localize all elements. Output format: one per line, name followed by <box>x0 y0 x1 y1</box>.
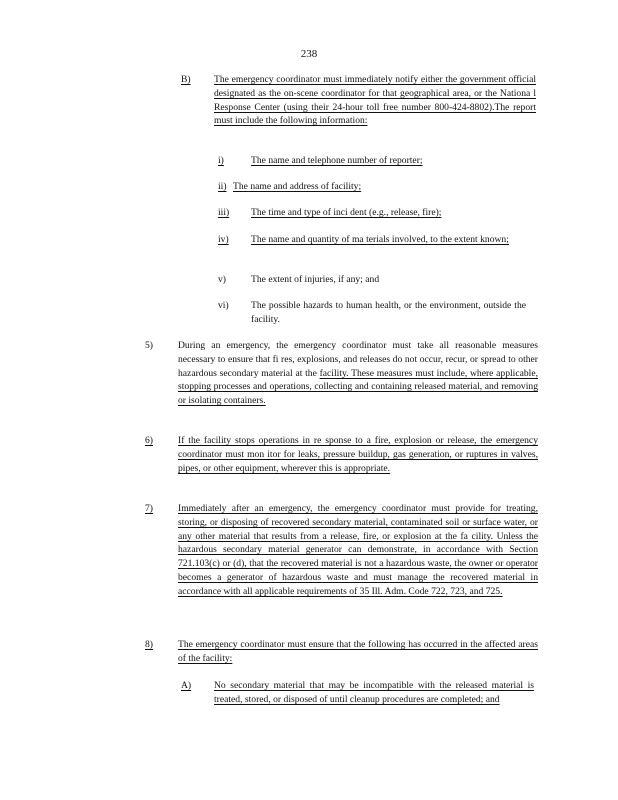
item-label: v) <box>218 274 226 285</box>
item-text: The name and quantity of ma terials involved, to the extent known; <box>251 234 509 245</box>
item-label: i) <box>218 155 224 166</box>
item-text: The emergency coordinator must immediately notify either the government official designated as the on-scene coordinator for that geographical area, or the Nationa l Response Center (using their 24-hour toll free number 800-424-8802).The report must include the following information: <box>214 74 536 127</box>
item-text-underlined: facility. These measures must include, where applicable, stopping processes and operations, collecting and containing released material, and removing or isolating containers. <box>178 367 538 407</box>
item-text: The name and address of facility; <box>233 181 362 192</box>
item-text: The extent of injuries, if any; and <box>251 274 380 285</box>
item-text-plain: During an emergency, the emergency coordinator must take all reasonable measures necessary to ensure that fi res, explosions, and releases do not occur, recur, or spread to other hazardous secondary material at the <box>178 340 538 379</box>
item-label: A) <box>181 680 192 691</box>
item-label: iv) <box>218 234 229 245</box>
item-text: The time and type of inci dent (e.g., release, fire); <box>251 207 442 218</box>
item-label: ii) <box>218 181 227 192</box>
item-label: 8) <box>145 639 153 650</box>
page-number: 238 <box>300 48 318 60</box>
item-text: No secondary material that may be incompatible with the released material is treated, stored, or disposed of until cleanup procedures are completed; and <box>214 680 534 705</box>
item-text-underlined: material generator can demonstrate, in accordance with Section 721.103(c) or (d), that the recovered material is not a hazardous waste, the owner or operator becomes a generator of hazardous waste and must manage the recovered material in accordance with all applicable requirements of 35 Ill. Adm. Code 722, 723, and 725. <box>178 544 538 597</box>
item-text <box>178 502 538 599</box>
item-label: iii) <box>218 207 230 218</box>
item-text: The possible hazards to human health, or the environment, outside the facility. <box>251 300 526 325</box>
item-text-plain: Immediately after an emergency, the emergency coordinator must provide for treating, storing, or disposing of recovered secondary material, contaminated soil or surface water, or any other material that results from a release, fire, or explosion at the fa cility. Unless the hazardous secondary <box>178 503 538 556</box>
item-text <box>178 339 538 408</box>
item-label: 7) <box>145 503 153 514</box>
item-label: 5) <box>145 340 153 351</box>
item-label: 6) <box>145 435 153 446</box>
item-text: The name and telephone number of reporter; <box>251 155 423 166</box>
item-text: The emergency coordinator must ensure that the following has occurred in the affected areas of the facility: <box>178 639 538 664</box>
item-label: vi) <box>218 300 229 311</box>
item-label: B) <box>181 74 191 85</box>
item-text: If the facility stops operations in re sponse to a fire, explosion or release, the emergency coordinator must mon itor for leaks, pressure buildup, gas generation, or ruptures in valves, pipes, or other equipment, wherever this is appropriate. <box>178 435 538 474</box>
